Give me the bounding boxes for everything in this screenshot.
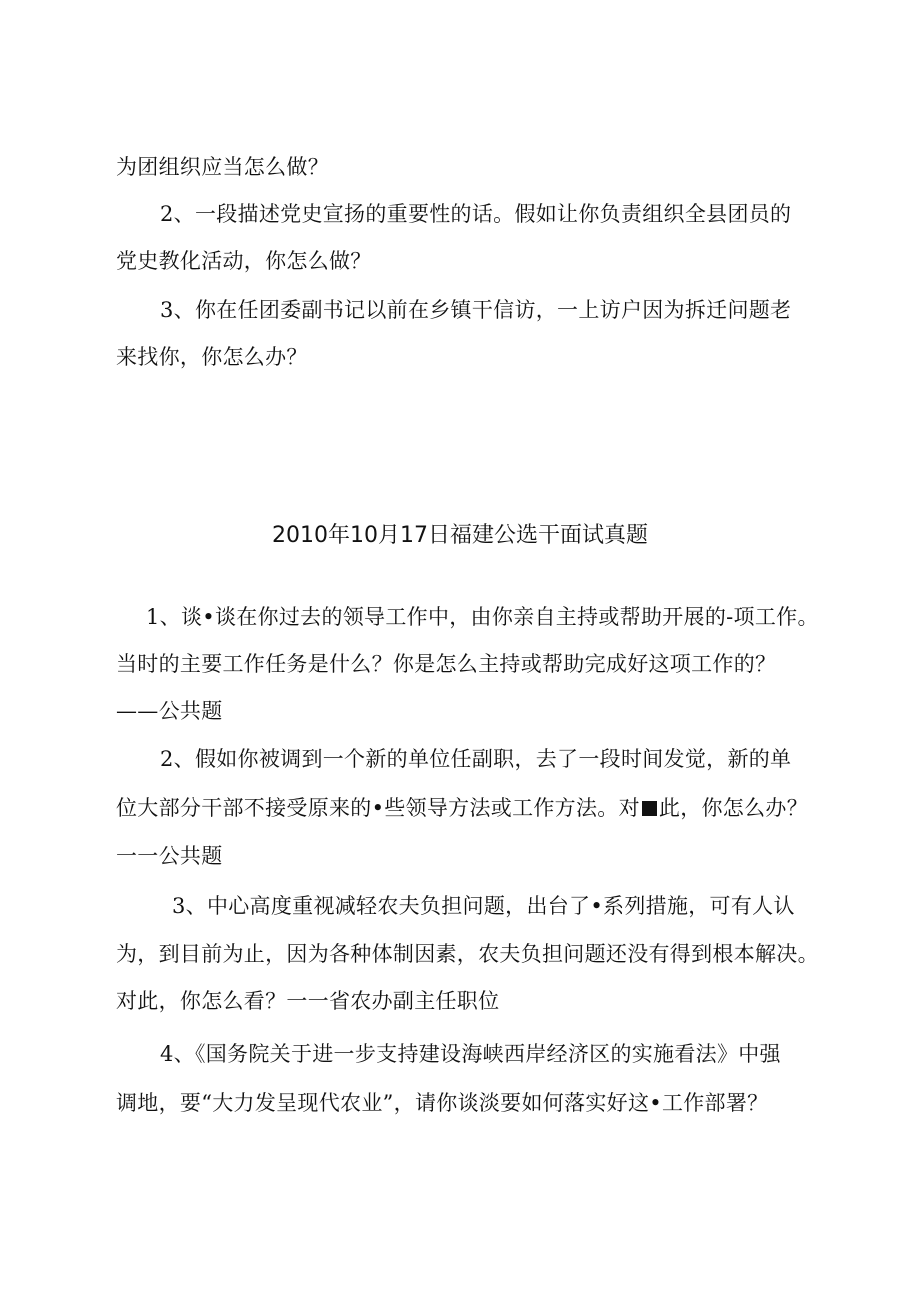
section-question-1-line-3: ——公共题	[116, 699, 223, 723]
black-square-mark	[642, 801, 657, 816]
question-3-line-1: 3、你在任团委副书记以前在乡镇干信访，一上访户因为拆迁问题老	[160, 298, 792, 322]
section-title: 2010年10月17日福建公选干面试真题	[272, 523, 648, 548]
section-question-1-line-1: 1、谈•谈在你过去的领导工作中，由你亲自主持或帮助开展的-项工作。	[146, 605, 819, 629]
question-3-line-2: 来找你，你怎么办？	[116, 345, 308, 369]
section-question-2-line-2	[116, 794, 808, 822]
section-question-2-line-2-part-a: 位大部分干部不接受原来的•些领导方法或工作方法。对	[116, 796, 640, 820]
section-question-2-line-2-part-b: 此，你怎么办？	[658, 796, 808, 820]
question-2-line-1: 2、一段描述党史宣扬的重要性的话。假如让你负责组织全县团员的	[160, 202, 792, 226]
question-2-line-2: 党史教化活动，你怎么做？	[116, 249, 372, 273]
section-question-4-line-1: 4、《国务院关于进一步支持建设海峡西岸经济区的实施看法》中强	[160, 1042, 781, 1066]
section-question-3-line-2: 为，到目前为止，因为各种体制因素，农夫负担问题还没有得到根本解决。	[116, 942, 819, 966]
section-question-2-line-3: 一一公共题	[116, 844, 223, 868]
section-question-3-line-1: 3、中心高度重视减轻农夫负担问题，出台了•系列措施，可有人认	[172, 894, 795, 918]
paragraph-continuation: 为团组织应当怎么做？	[116, 155, 329, 179]
section-question-2-line-1: 2、假如你被调到一个新的单位任副职，去了一段时间发觉，新的单	[160, 747, 792, 771]
section-question-1-line-2: 当时的主要工作任务是什么？你是怎么主持或帮助完成好这项工作的？	[116, 652, 777, 676]
section-question-3-line-3: 对此，你怎么看？一一省农办副主任职位	[116, 989, 500, 1013]
section-question-4-line-2: 调地，要“大力发呈现代农业”，请你谈淡要如何落实好这•工作部署？	[116, 1091, 769, 1115]
